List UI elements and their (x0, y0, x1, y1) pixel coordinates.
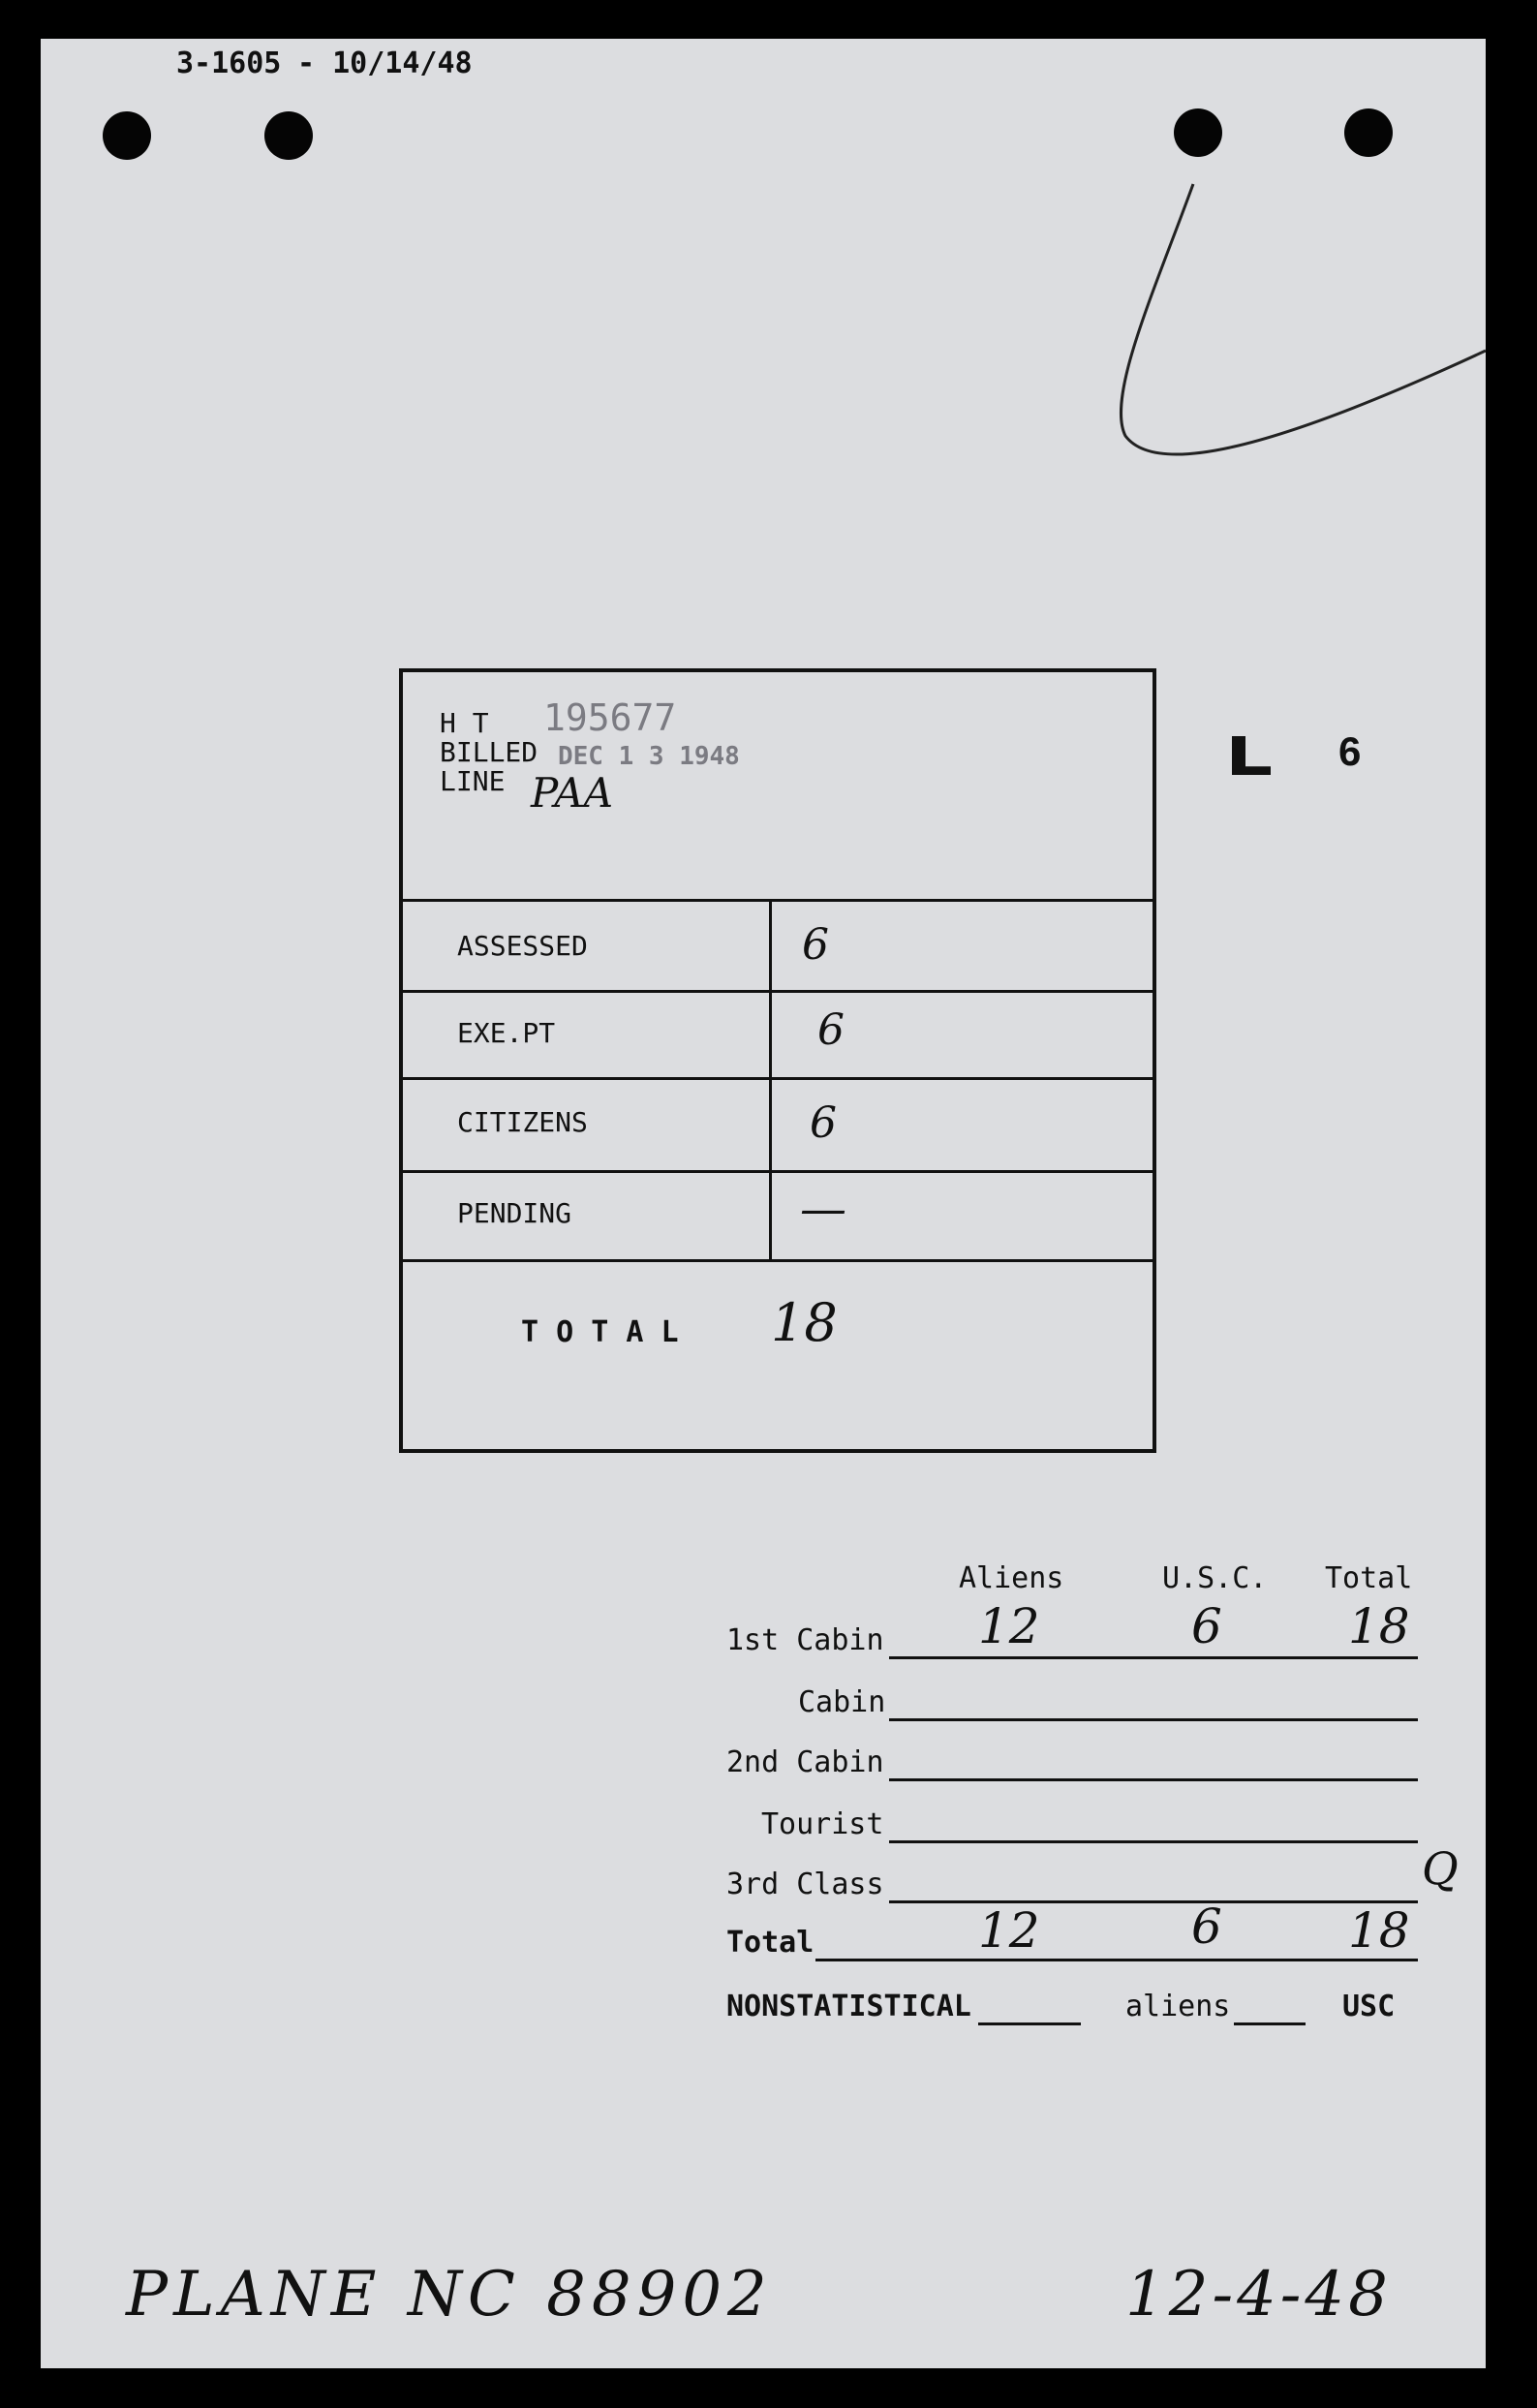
plane-number: PLANE NC 88902 (126, 2259, 773, 2331)
pen-scribble (1067, 145, 1486, 513)
first-cabin-aliens: 12 (978, 1598, 1040, 1654)
footer-date: 12-4-48 (1125, 2259, 1392, 2331)
blank-line (889, 1718, 1418, 1721)
billed-label: BILLED (440, 736, 538, 768)
blank-line (889, 1656, 1418, 1659)
assessed-label: ASSESSED (457, 930, 588, 962)
usc-word: USC (1342, 1990, 1396, 2023)
total-label: T O T A L (521, 1315, 679, 1349)
side-mark: 6 (1338, 728, 1362, 774)
divider (403, 990, 1153, 993)
divider (403, 1170, 1153, 1173)
punch-hole (264, 111, 313, 160)
form-number: 3-1605 (176, 46, 282, 80)
third-class-label: 3rd Class (726, 1868, 884, 1901)
citizens-value: 6 (810, 1098, 837, 1148)
usc-header: U.S.C. (1162, 1561, 1268, 1595)
first-cabin-total: 18 (1348, 1598, 1410, 1654)
side-glyph (1232, 736, 1271, 775)
divider (403, 899, 1153, 902)
line-value: PAA (531, 769, 614, 817)
punch-hole (103, 111, 151, 160)
tourist-label: Tourist (761, 1807, 884, 1841)
form-date: - 10/14/48 (297, 46, 473, 80)
exempt-value: 6 (817, 1005, 845, 1055)
pending-value: — (800, 1182, 846, 1236)
aliens-word: aliens (1125, 1990, 1231, 2023)
aliens-header: Aliens (959, 1561, 1064, 1595)
ht-label: H T (440, 707, 489, 739)
divider (403, 1077, 1153, 1080)
class-total-usc: 6 (1191, 1899, 1222, 1955)
document-page (41, 39, 1486, 2368)
blank-line (889, 1900, 1418, 1903)
stamp-number: 195677 (543, 696, 677, 739)
divider (403, 1259, 1153, 1262)
blank-line (815, 1959, 1418, 1961)
assessed-value: 6 (802, 920, 829, 970)
nonstatistical-label: NONSTATISTICAL (726, 1990, 971, 2023)
blank-line (1234, 2022, 1306, 2025)
blank-line (889, 1840, 1418, 1843)
total-value: 18 (771, 1292, 838, 1353)
margin-mark: Q (1422, 1842, 1459, 1895)
blank-line (978, 2022, 1081, 2025)
column-divider (769, 899, 772, 1262)
citizens-label: CITIZENS (457, 1106, 588, 1138)
exempt-label: EXE.PT (457, 1017, 556, 1049)
first-cabin-label: 1st Cabin (726, 1623, 884, 1657)
first-cabin-usc: 6 (1191, 1598, 1222, 1654)
total-header: Total (1325, 1561, 1413, 1595)
class-total-total: 18 (1348, 1902, 1410, 1959)
summary-box (399, 668, 1156, 1453)
class-total-label: Total (726, 1926, 815, 1960)
second-cabin-label: 2nd Cabin (726, 1745, 884, 1779)
line-label: LINE (440, 765, 506, 797)
cabin-label: Cabin (798, 1685, 886, 1719)
pending-label: PENDING (457, 1197, 572, 1229)
class-total-aliens: 12 (978, 1902, 1040, 1959)
stamp-date: DEC 1 3 1948 (558, 742, 740, 771)
blank-line (889, 1778, 1418, 1781)
